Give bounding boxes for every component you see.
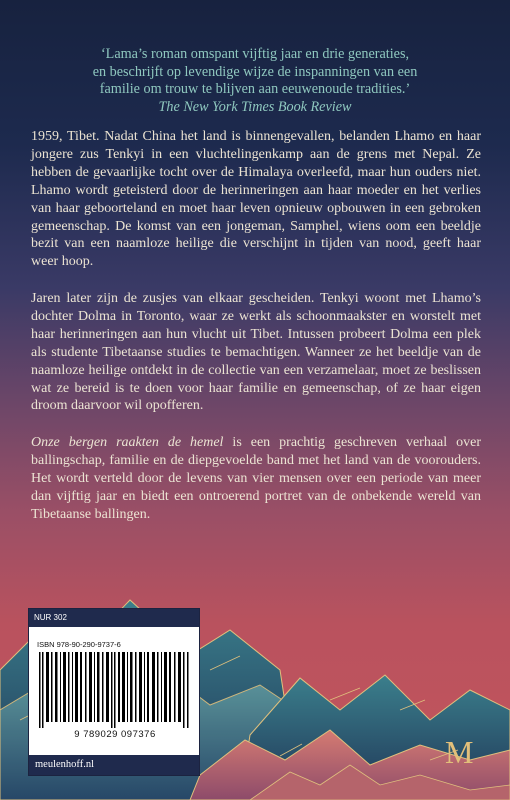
quote-source: The New York Times Book Review [158,98,352,115]
publisher-url[interactable]: meulenhoff.nl [29,755,199,775]
blurb-paragraph-3-text: is een prachtig geschreven verhaal over ballingschap, familie en de diepgevoelde band met het land van de voorouders. Het wordt verteld door de levens van vier mensen over een periode van meer dan vijftig jaar en biedt een ontroerend portret van de onbekende wereld van Tibetaanse ballingen. [31,435,481,522]
quote-line: ‘Lama’s roman omspant vijftig jaar en drie generaties, [100,46,410,62]
barcode-icon [37,652,193,728]
quote-line: familie om trouw te blijven aan eeuwenoude tradities.’ [99,81,411,98]
barcode-panel [28,608,200,776]
blurb-paragraph-3 [31,434,481,524]
isbn-text: ISBN 978-90-290-9737-6 [37,640,121,649]
review-quote [40,46,470,116]
quote-line: en beschrijft op levendige wijze de inspanningen van een [92,63,418,80]
book-title-mention: Onze bergen raakten de hemel [31,435,224,450]
publisher-logo: M [445,734,474,770]
blurb-paragraph-2: Jaren later zijn de zusjes van elkaar gescheiden. Tenkyi woont met Lhamo’s dochter Dolma in Toronto, waar ze werkt als schoonmaakster en worstelt met haar herinneringen aan hun vlucht uit Tibet. Intussen probeert Dolma een plek als studente Tibetaanse studies te bemachtigen. Wanneer ze het beeldje van de naamloze heilige ontdekt in de collectie van een verzamelaar, moet ze beslissen wat ze bereid is te doen voor haar familie en gemeenschap, of ze haar eigen droom daarvoor wil opofferen. [31,291,481,414]
blurb-paragraph-1: 1959, Tibet. Nadat China het land is binnengevallen, belanden Lhamo en haar jongere zus Tenkyi in een vluchtelingenkamp aan de grens met Nepal. Ze hebben de gevaarlijke tocht over de Himalaya overleefd, maar hun ouders niet. Lhamo wordt geteisterd door de herinneringen aan haar moeder en het verlies van haar geboorteland en moet haar leven opnieuw opbouwen in een gebroken gemeenschap. De komst van een jongeman, Samphel, wiens oom een beeldje bezit van een naamloze heilige die verschijnt in tijden van nood, geeft haar weer hoop. [31,129,481,270]
barcode-digits: 9 789029 097376 [74,729,156,740]
nur-code: NUR 302 [29,609,199,627]
